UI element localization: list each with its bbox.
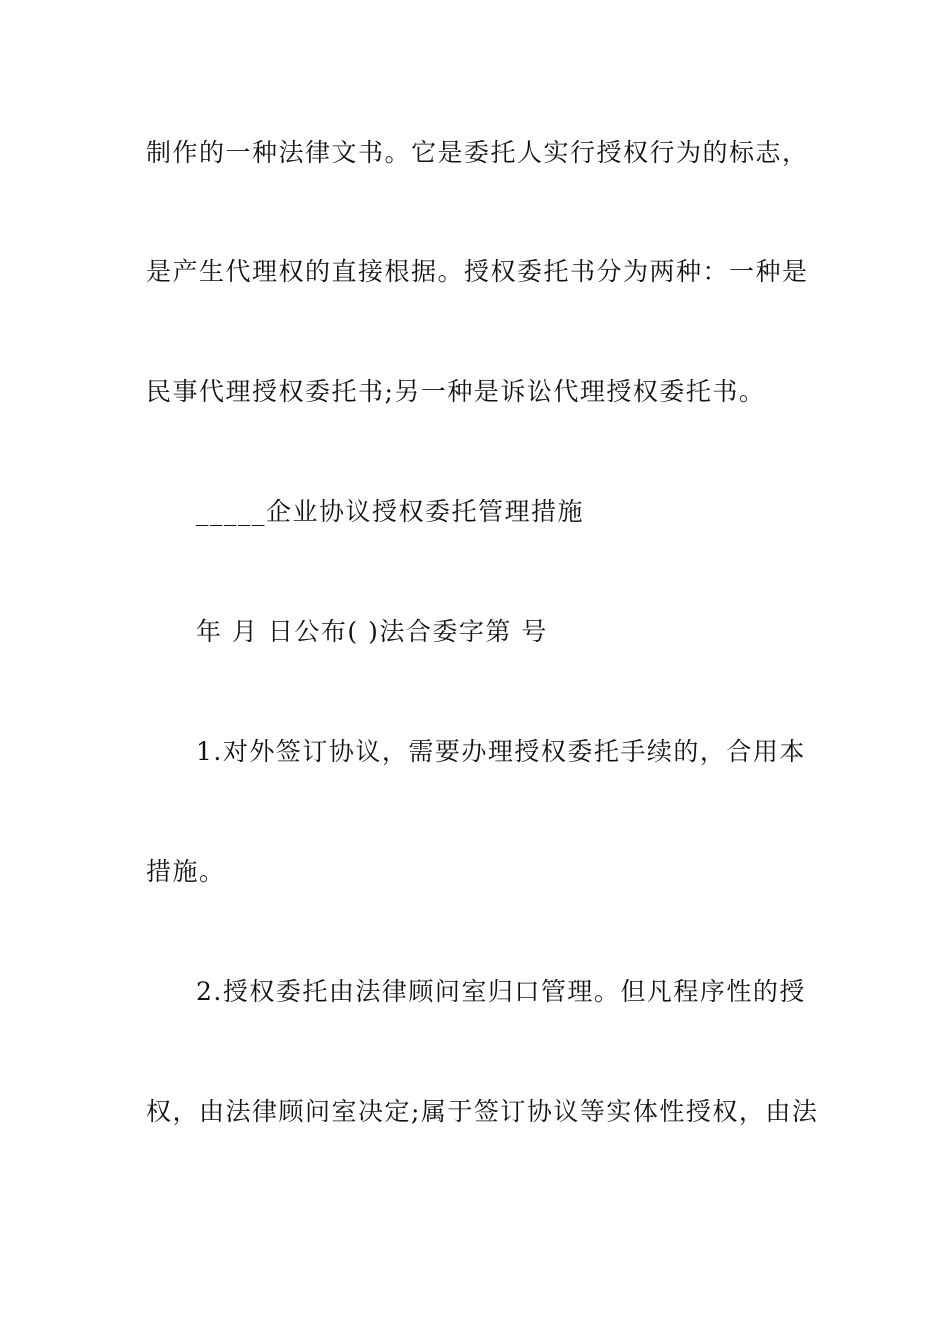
clause-2-line: 2.授权委托由法律顾问室归口管理。但凡程序性的授 — [196, 977, 806, 1006]
body-text-line: 制作的一种法律文书。它是委托人实行授权行为的标志， — [146, 138, 809, 167]
clause-1-line: 1.对外签订协议，需要办理授权委托手续的，合用本 — [196, 737, 806, 766]
publication-line: 年 月 日公布( )法合委字第 号 — [196, 617, 548, 646]
section-title: _____企业协议授权委托管理措施 — [196, 497, 585, 526]
body-text-line: 是产生代理权的直接根据。授权委托书分为两种：一种是 — [146, 257, 809, 286]
clause-2-continuation: 权，由法律顾问室决定;属于签订协议等实体性授权，由法 — [146, 1097, 819, 1126]
clause-1-continuation: 措施。 — [146, 857, 226, 886]
body-text-line: 民事代理授权委托书;另一种是诉讼代理授权委托书。 — [146, 377, 766, 406]
